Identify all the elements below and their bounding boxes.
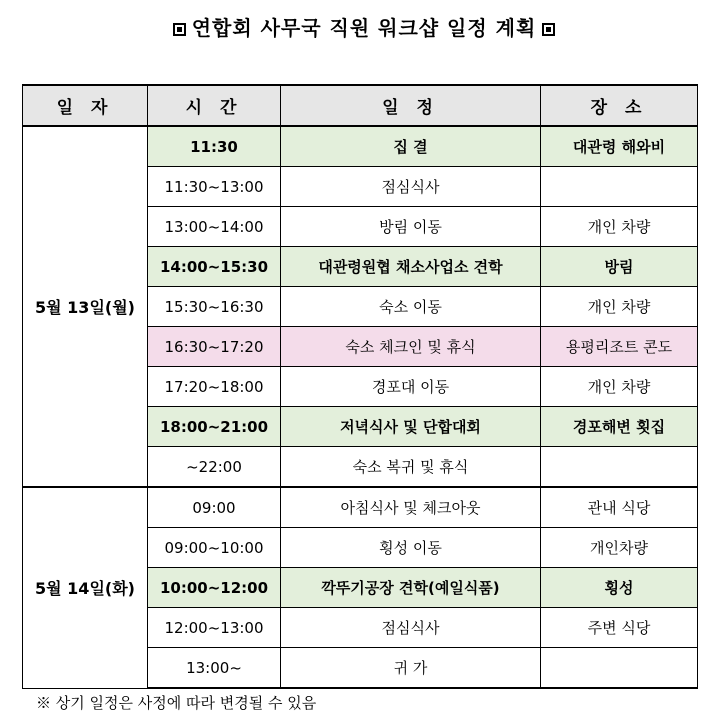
- schedule-table: [22, 84, 698, 689]
- place-cell: 방림: [541, 247, 698, 287]
- event-cell: 방림 이동: [281, 207, 541, 247]
- place-cell: 주변 식당: [541, 608, 698, 648]
- time-cell: 13:00~: [148, 648, 281, 689]
- place-cell: [541, 648, 698, 689]
- event-cell: 아침식사 및 체크아웃: [281, 487, 541, 528]
- event-cell: 숙소 이동: [281, 287, 541, 327]
- event-cell: 숙소 체크인 및 휴식: [281, 327, 541, 367]
- table-row: [23, 126, 698, 167]
- time-cell: 14:00~15:30: [148, 247, 281, 287]
- place-cell: 관내 식당: [541, 487, 698, 528]
- square-bullet-icon: [542, 23, 555, 36]
- time-cell: 18:00~21:00: [148, 407, 281, 447]
- event-cell: 횡성 이동: [281, 528, 541, 568]
- event-cell: 숙소 복귀 및 휴식: [281, 447, 541, 488]
- place-cell: 용평리조트 콘도: [541, 327, 698, 367]
- footnote: ※ 상기 일정은 사정에 따라 변경될 수 있음: [36, 694, 317, 712]
- time-cell: 11:30~13:00: [148, 167, 281, 207]
- time-cell: 15:30~16:30: [148, 287, 281, 327]
- time-cell: 09:00~10:00: [148, 528, 281, 568]
- event-cell: 깍뚜기공장 견학(예일식품): [281, 568, 541, 608]
- place-cell: 횡성: [541, 568, 698, 608]
- time-cell: 13:00~14:00: [148, 207, 281, 247]
- event-cell: 집 결: [281, 126, 541, 167]
- event-cell: 경포대 이동: [281, 367, 541, 407]
- place-cell: 개인 차량: [541, 367, 698, 407]
- event-cell: 저녁식사 및 단합대회: [281, 407, 541, 447]
- date-cell: 5월 13일(월): [23, 126, 148, 487]
- place-cell: [541, 167, 698, 207]
- date-cell: 5월 14일(화): [23, 487, 148, 688]
- place-cell: 대관령 해와비: [541, 126, 698, 167]
- time-cell: 12:00~13:00: [148, 608, 281, 648]
- header-place: 장 소: [541, 85, 698, 126]
- header-time: 시 간: [148, 85, 281, 126]
- time-cell: 17:20~18:00: [148, 367, 281, 407]
- event-cell: 점심식사: [281, 167, 541, 207]
- square-bullet-icon: [173, 23, 186, 36]
- place-cell: 개인 차량: [541, 287, 698, 327]
- event-cell: 대관령원협 채소사업소 견학: [281, 247, 541, 287]
- page-title: [0, 12, 728, 41]
- event-cell: 점심식사: [281, 608, 541, 648]
- title-text: 연합회 사무국 직원 워크샵 일정 계획: [191, 16, 537, 40]
- time-cell: ~22:00: [148, 447, 281, 488]
- place-cell: [541, 447, 698, 488]
- event-cell: 귀 가: [281, 648, 541, 689]
- header-date: 일 자: [23, 85, 148, 126]
- header-row: [23, 85, 698, 126]
- header-event: 일 정: [281, 85, 541, 126]
- time-cell: 10:00~12:00: [148, 568, 281, 608]
- place-cell: 개인 차량: [541, 207, 698, 247]
- time-cell: 11:30: [148, 126, 281, 167]
- place-cell: 개인차량: [541, 528, 698, 568]
- table-row: [23, 487, 698, 528]
- place-cell: 경포해변 횟집: [541, 407, 698, 447]
- time-cell: 09:00: [148, 487, 281, 528]
- schedule-body: [23, 126, 698, 688]
- time-cell: 16:30~17:20: [148, 327, 281, 367]
